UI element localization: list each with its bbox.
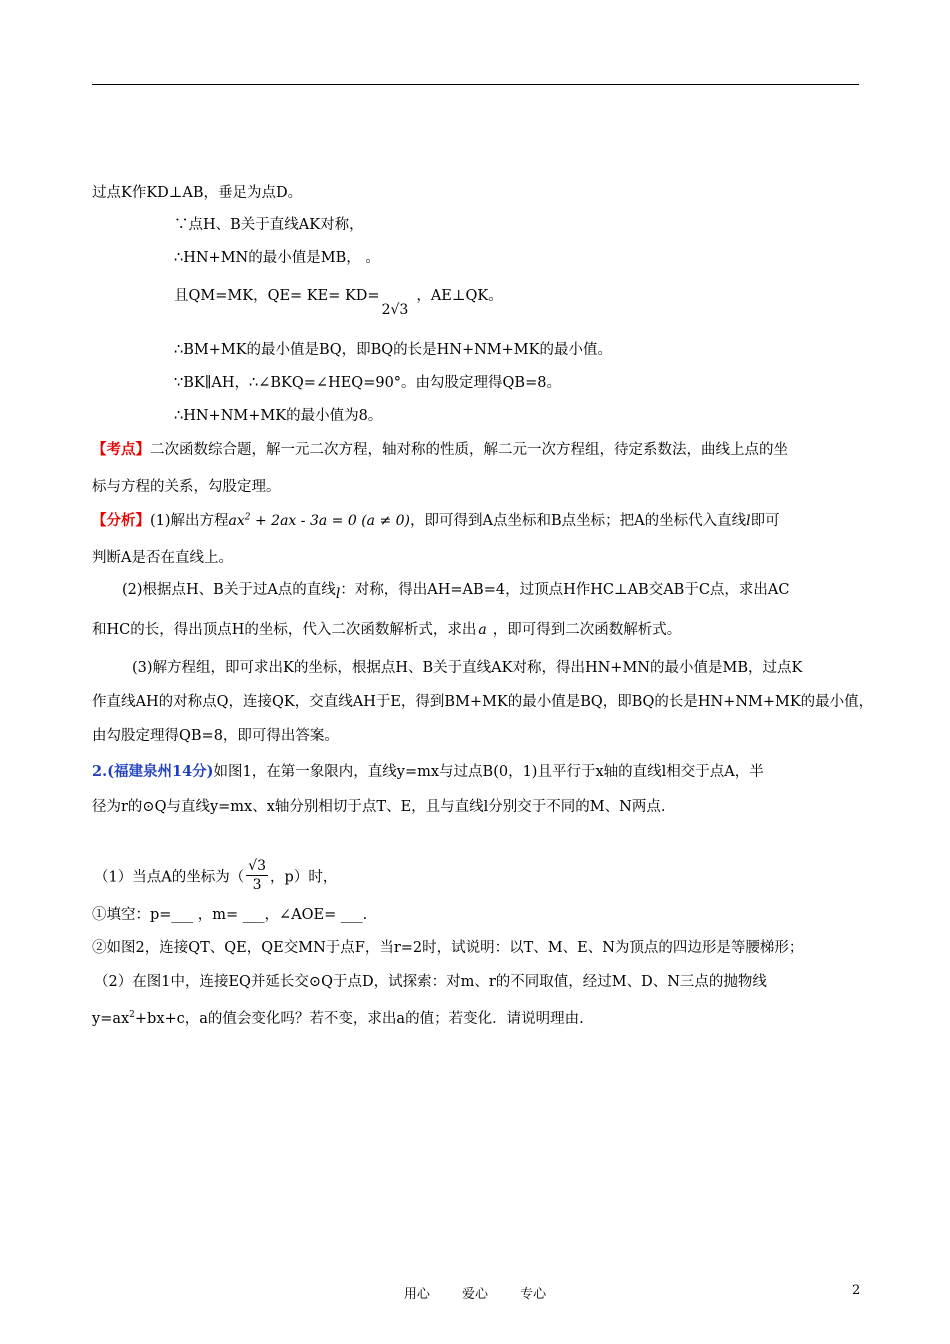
- text-fragment: ，p）时，: [270, 869, 338, 886]
- text-fragment: 即可: [750, 513, 780, 529]
- math-line-l: l: [746, 513, 751, 529]
- text-line: 判断A是否在直线上。: [92, 550, 233, 566]
- text-line: （2）在图1中，连接EQ并延长交⊙Q于点D，试探索：对m、r的不同取值，经过M、D、N三点的抛物线: [94, 974, 767, 990]
- question-label: 2.(福建泉州14分): [92, 763, 214, 780]
- text-fragment: （1）当点A的坐标为（: [94, 869, 245, 886]
- text-line: 标与方程的关系，勾股定理。: [92, 479, 281, 495]
- text-fragment: 且QM=MK，QE= KE= KD=: [174, 288, 380, 304]
- text-fragment: (2)根据点H、B关于过A点的直线: [122, 582, 336, 598]
- fenxi-label: 【分析】: [92, 512, 150, 529]
- text-fragment: 和HC的长，得出顶点H的坐标，代入二次函数解析式，求出: [92, 622, 477, 638]
- fraction-sqrt3-over-3: $\frac{√3}{3}$: [248, 858, 267, 893]
- text-line: ∴HN+NM+MK的最小值为8。: [174, 408, 383, 424]
- kaodian-label: 【考点】: [92, 441, 150, 458]
- text-line: [92, 620, 681, 640]
- text-line: [122, 580, 790, 600]
- text-fragment: ，即可得到二次函数解析式。: [492, 622, 682, 638]
- math-var-a: a: [478, 622, 487, 638]
- math-two-sqrt3: 2√3: [381, 302, 409, 318]
- text-line: ②如图2，连接QT、QE，QE交MN于点F，当r=2时，试说明：以T、M、E、N为顶点的四边形是等腰梯形；: [92, 940, 804, 956]
- text-fragment: 二次函数综合题，解一元二次方程，轴对称的性质，解二元一次方程组，待定系数法，曲线上点的坐: [150, 442, 788, 458]
- kaodian-line: [92, 440, 788, 460]
- header-rule: [92, 84, 859, 85]
- text-line: 径为r的⊙Q与直线y=mx、x轴分别相切于点T、E，且与直线l分别交于不同的M、N两点.: [92, 799, 666, 815]
- text-line: 由勾股定理得QB=8，即可得出答案。: [92, 728, 339, 744]
- text-line: ∴HN+MN的最小值是MB， 。: [174, 250, 380, 266]
- text-fragment: ：对称，得出AH=AB=4，过顶点H作HC⊥AB交AB于C点，求出AC: [340, 582, 790, 598]
- text-fragment: y=ax: [92, 1011, 130, 1027]
- text-line: ∵BK∥AH，∴∠BKQ=∠HEQ=90°。由勾股定理得QB=8。: [174, 375, 561, 391]
- text-fragment: ，即可得到A点坐标和B点坐标；把A的坐标代入直线: [410, 513, 747, 529]
- text-line: ∴BM+MK的最小值是BQ，即BQ的长是HN+NM+MK的最小值。: [174, 342, 612, 358]
- text-line: ①填空：p=___ ，m= ___，∠AOE= ___.: [92, 907, 368, 923]
- math-line-l: l: [335, 586, 341, 602]
- text-line: [94, 859, 337, 896]
- text-line: (3)解方程组，即可求出K的坐标，根据点H、B关于直线AK对称，得出HN+MN的最小值是MB，过点K: [132, 660, 803, 676]
- text-fragment: ，AE⊥QK。: [416, 288, 503, 304]
- page-number: 2: [852, 1283, 861, 1298]
- text-line: 过点K作KD⊥AB，垂足为点D。: [92, 185, 303, 201]
- math-equation: $ax^2 + 2ax - 3a = 0$ (a ≠ 0): [228, 512, 410, 529]
- fenxi-line: [92, 511, 780, 531]
- text-fragment: 如图1，在第一象限内，直线y=mx与过点B(0，1)且平行于x轴的直线l相交于点A，半: [213, 764, 764, 780]
- footer-item: 专心: [520, 1287, 547, 1302]
- text-fragment: (1)解出方程: [150, 513, 229, 529]
- page-footer: [0, 1283, 950, 1302]
- text-fragment: +bx+c，a的值会变化吗？若不变，求出a的值；若变化．请说明理由.: [134, 1011, 584, 1027]
- text-line: [174, 286, 503, 318]
- superscript: 2: [129, 1010, 135, 1021]
- footer-item: 爱心: [461, 1287, 488, 1302]
- text-line: 作直线AH的对称点Q，连接QK，交直线AH于E，得到BM+MK的最小值是BQ，即BQ的长是HN+NM+MK的最小值，: [92, 694, 874, 710]
- footer-item: 用心: [403, 1287, 430, 1302]
- text-line: ∵点H、B关于直线AK对称，: [174, 217, 364, 233]
- question-line: [92, 762, 764, 782]
- text-line: [92, 1009, 584, 1029]
